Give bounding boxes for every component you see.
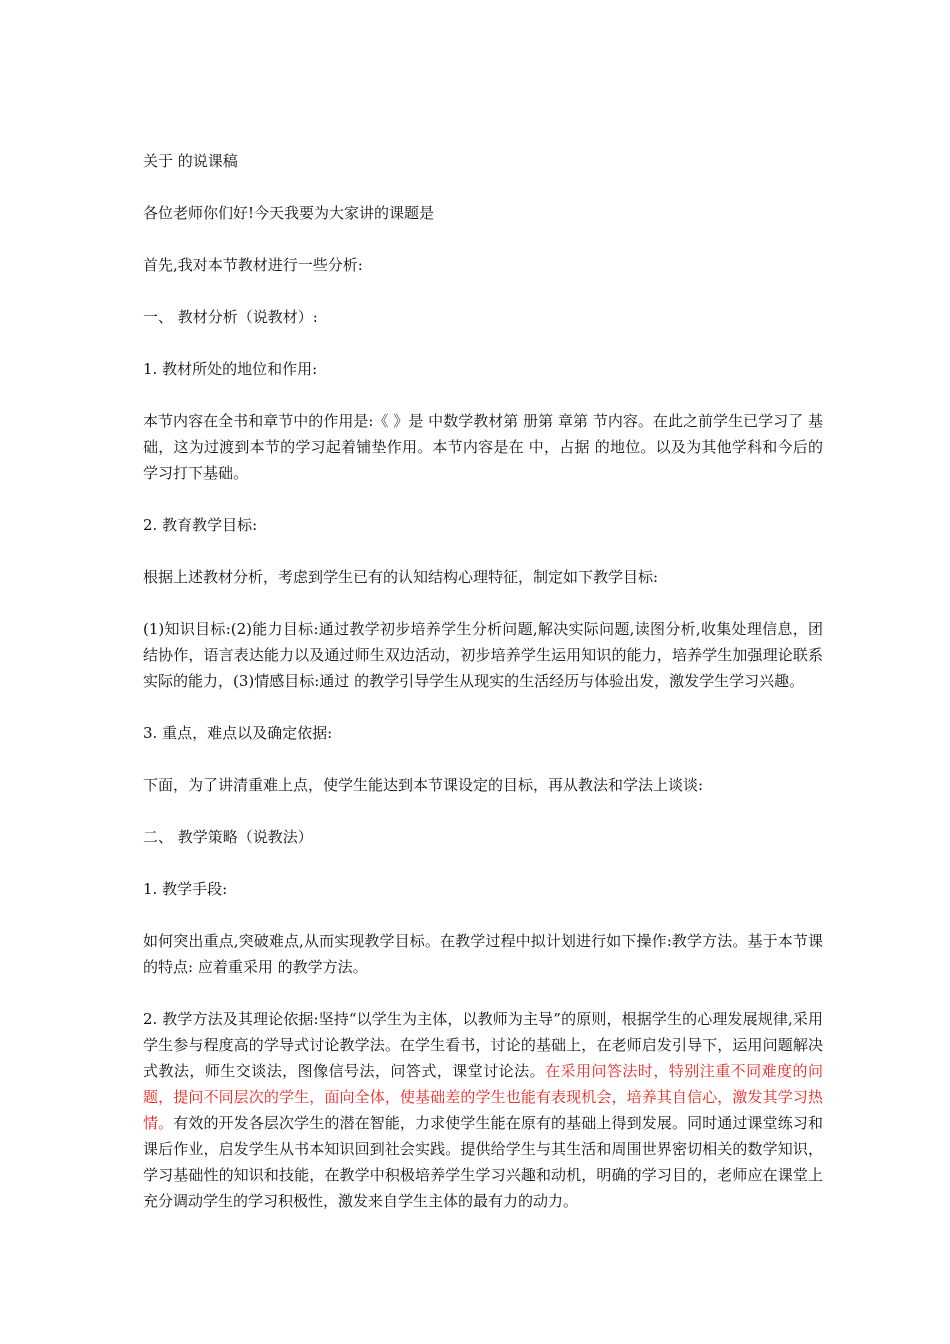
goals-list-paragraph: (1)知识目标:(2)能力目标:通过教学初步培养学生分析问题,解决实际问题,读图分析,收集处理信息，团结协作，语言表达能力以及通过师生双边活动，初步培养学生运用知识的能力，培养学生加强理论联系实际的能力，(3)情感目标:通过 的教学引导学生从现实的生活经历与体验出发，激发学生学习兴趣。 <box>143 620 823 690</box>
teaching-methods-text-2: 有效的开发各层次学生的潜在智能，力求使学生能在原有的基础上得到发展。同时通过课堂练习和课后作业，启发学生从书本知识回到社会实践。提供给学生与其生活和周围世界密切相关的数学知识，学习基础性的知识和技能，在教学中积极培养学生学习兴趣和动机，明确的学习目的，老师应在课堂上充分调动学生的学习积极性，激发来自学生主体的最有力的动力。 <box>143 1114 823 1210</box>
document-title: 关于 的说课稿 <box>143 152 238 170</box>
item-body-position-role: 本节内容在全书和章节中的作用是:《 》是 中数学教材第 册第 章第 节内容。在此之前学生已学习了 基础，这为过渡到本节的学习起着铺垫作用。本节内容是在 中，占据 的地位。以及为其他学科和今后的学习打下基础。 <box>143 412 823 482</box>
document-body <box>143 148 823 1240</box>
intro-paragraph: 首先,我对本节教材进行一些分析: <box>143 256 363 274</box>
item-heading-position-role: 1. 教材所处的地位和作用: <box>143 360 318 378</box>
teaching-methods-text-1: 2. 教学方法及其理论依据:坚持“以学生为主体，以教师为主导”的原则，根据学生的心理发展规律,采用学生参与程度高的学导式讨论教学法。在学生看书，讨论的基础上，在老师启发引导下，运用问题解决式教法，师生交谈法，图像信号法，问答式，课堂讨论法。 <box>143 1010 823 1080</box>
section-heading-teaching-strategy: 二、 教学策略（说教法） <box>143 828 313 846</box>
greeting-paragraph: 各位老师你们好!今天我要为大家讲的课题是 <box>143 204 435 222</box>
item-heading-key-points: 3. 重点，难点以及确定依据: <box>143 724 333 742</box>
item-heading-teaching-goals: 2. 教育教学目标: <box>143 516 258 534</box>
section-heading-textbook-analysis: 一、 教材分析（说教材）: <box>143 308 318 326</box>
item-body-teaching-means: 如何突出重点,突破难点,从而实现教学目标。在教学过程中拟计划进行如下操作:教学方法。基于本节课的特点: 应着重采用 的教学方法。 <box>143 932 823 976</box>
transition-paragraph: 下面，为了讲清重难上点，使学生能达到本节课设定的目标，再从教法和学法上谈谈: <box>143 776 704 794</box>
item-heading-teaching-means: 1. 教学手段: <box>143 880 228 898</box>
item-body-teaching-goals: 根据上述教材分析，考虑到学生已有的认知结构心理特征，制定如下教学目标: <box>143 568 659 586</box>
teaching-methods-paragraph <box>143 1006 823 1214</box>
highlighted-text: 在采用问答法时，特别注重不同难度的问题，提问不同层次的学生，面向全体，使基础差的学生也能有表现机会，培养其自信心，激发其学习热情。 <box>143 1062 823 1132</box>
